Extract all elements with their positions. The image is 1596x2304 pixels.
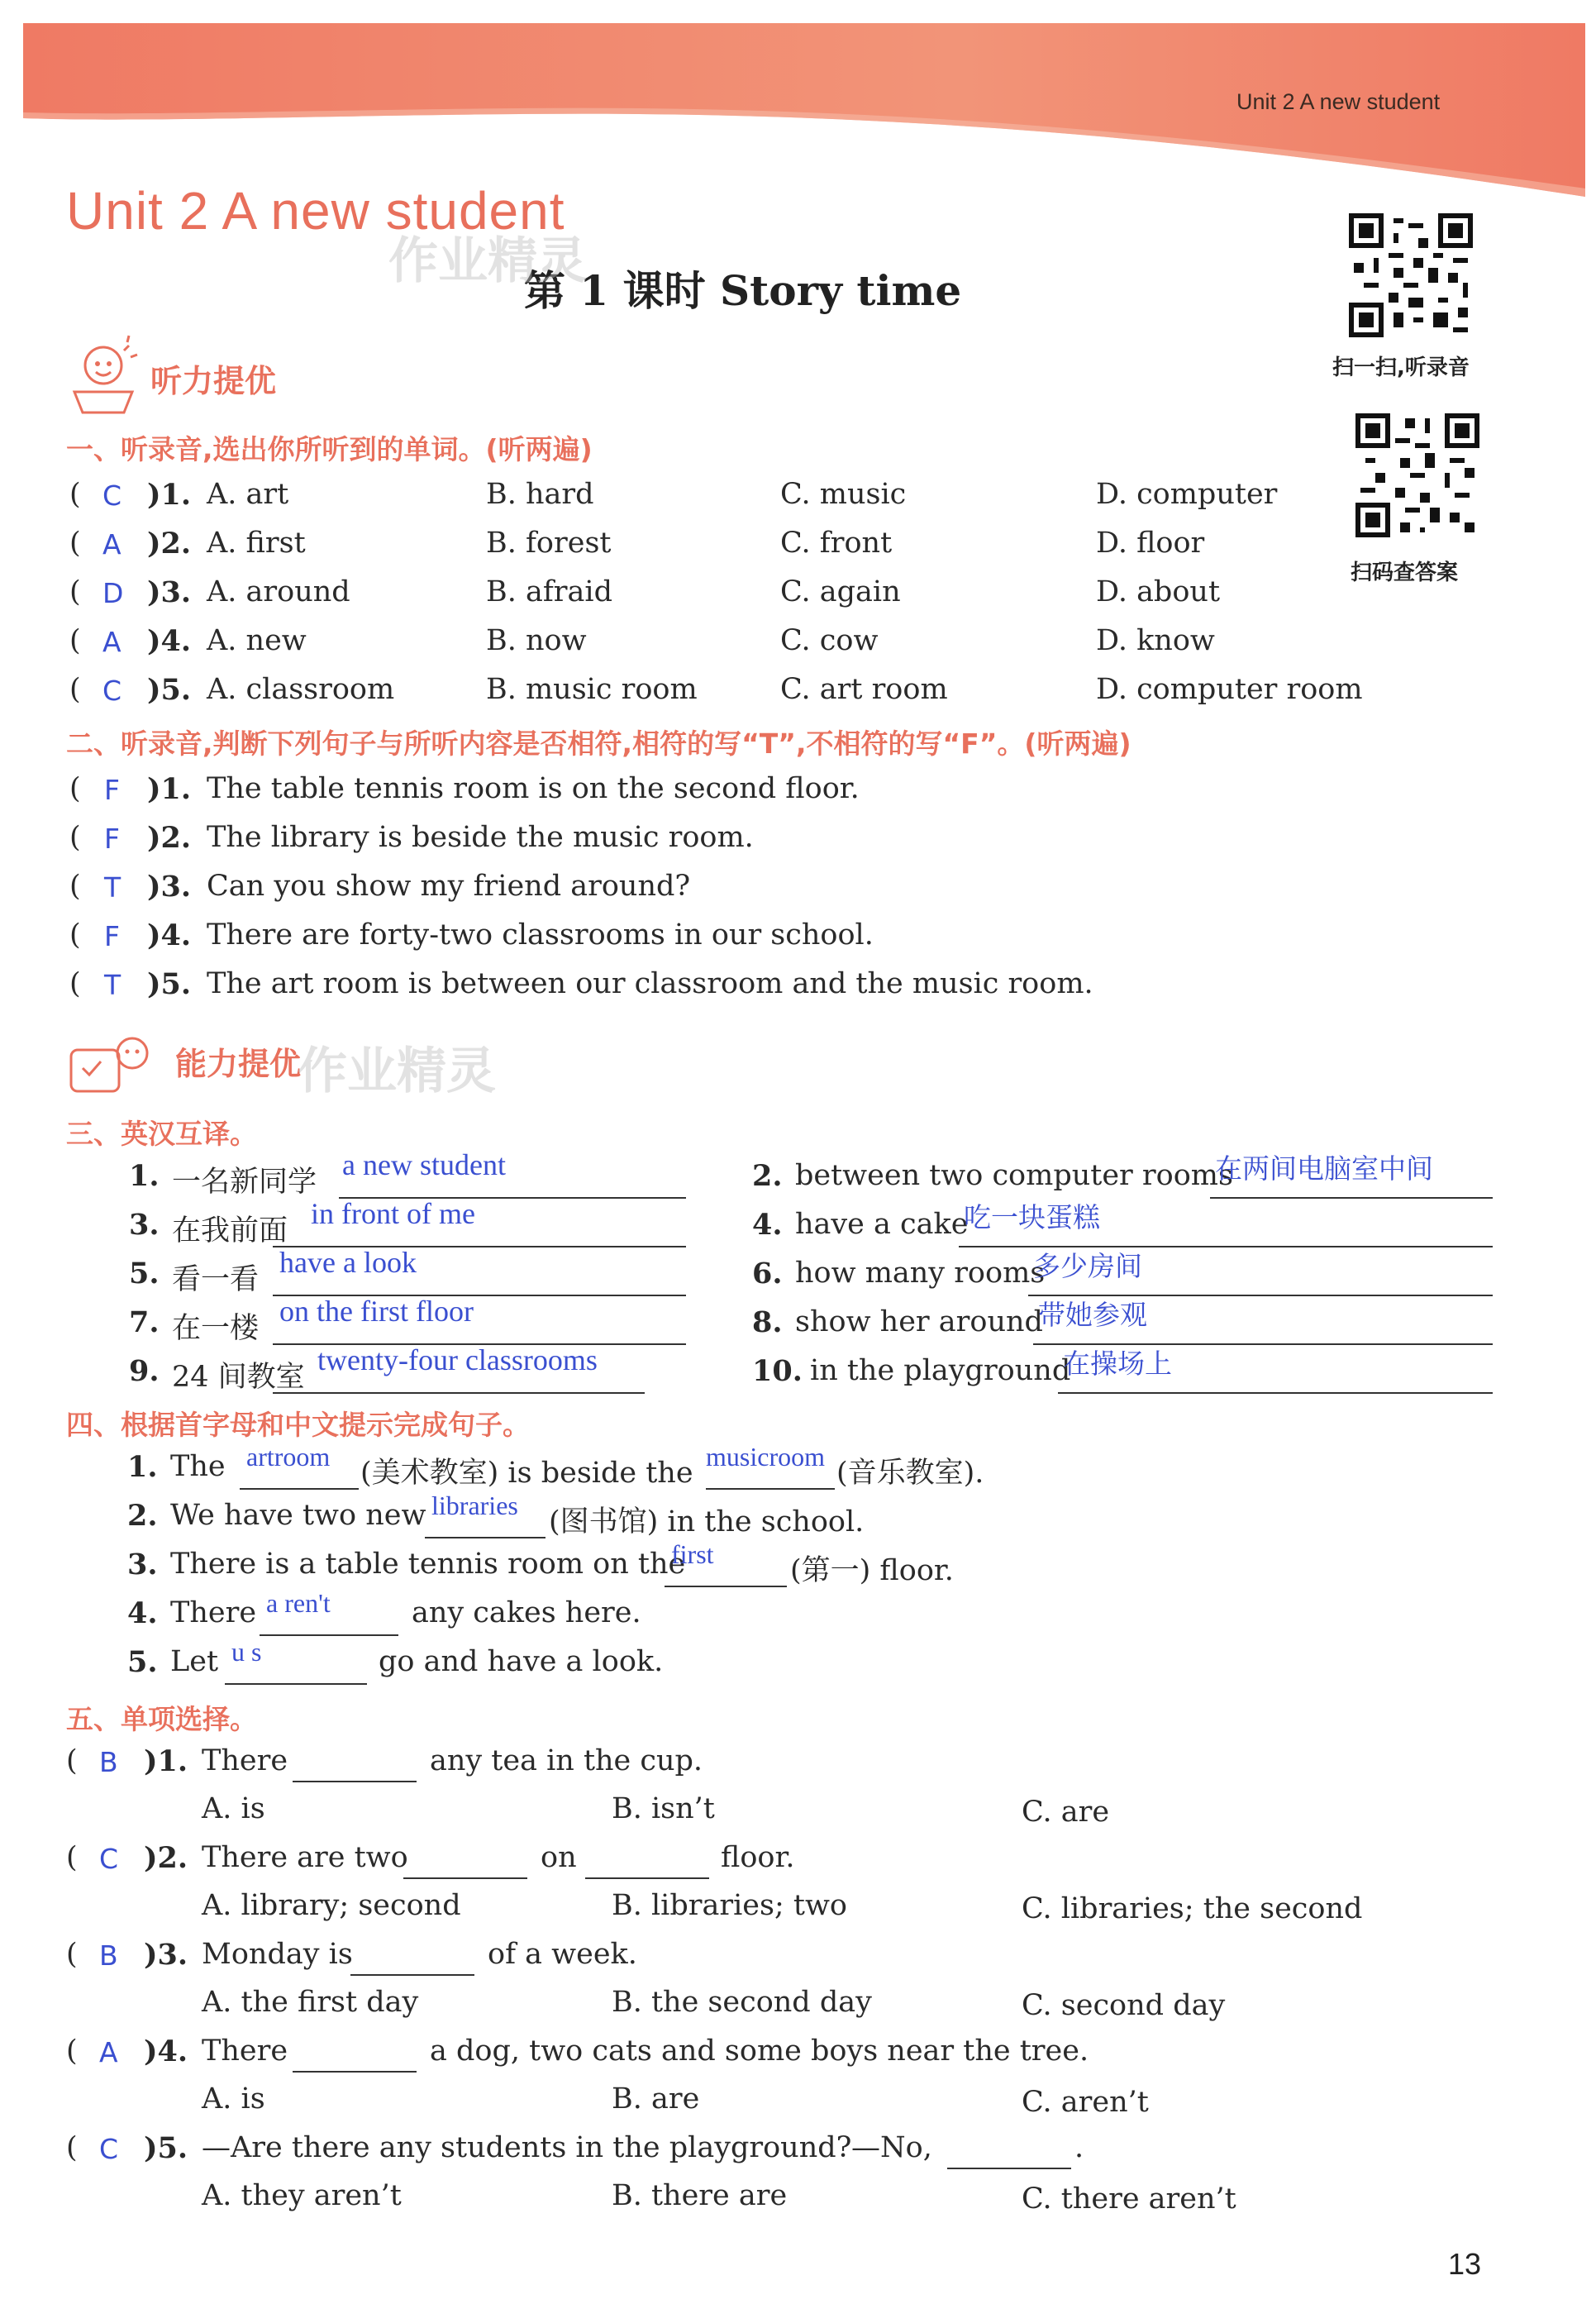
- sentence-part: (图书馆) in the school.: [549, 1505, 865, 1538]
- question-text: any tea in the cup.: [430, 1744, 703, 1777]
- sentence-part: Let: [170, 1645, 219, 1678]
- option-b[interactable]: B. hard: [486, 478, 594, 511]
- item-number: 2.: [752, 1159, 783, 1193]
- qr-answers-caption: 扫码查答案: [1351, 560, 1459, 585]
- question-number: )2.: [147, 527, 192, 560]
- qr-code-listen[interactable]: [1349, 213, 1473, 337]
- answer-letter[interactable]: F: [104, 823, 120, 855]
- handwritten-answer[interactable]: first: [671, 1539, 714, 1569]
- answer-blank[interactable]: [273, 1392, 645, 1394]
- listening-section-title: 听力提优: [150, 363, 277, 399]
- option-c[interactable]: C. aren’t: [1022, 2086, 1149, 2119]
- item-number: 3.: [129, 1208, 160, 1242]
- handwritten-answer[interactable]: u s: [231, 1637, 262, 1667]
- answer-blank[interactable]: [293, 1781, 417, 1782]
- answer-paren-open: (: [66, 1841, 78, 1874]
- handwritten-answer[interactable]: 带她参观: [1038, 1299, 1147, 1331]
- answer-blank[interactable]: [260, 1634, 398, 1636]
- item-number: 5.: [129, 1257, 160, 1290]
- sentence-part: any cakes here.: [412, 1596, 641, 1629]
- question-text: .: [1074, 2131, 1084, 2164]
- answer-letter[interactable]: F: [104, 920, 120, 952]
- answer-blank[interactable]: [1058, 1392, 1493, 1394]
- question-text: Monday is: [202, 1938, 353, 1971]
- answer-blank[interactable]: [293, 2071, 417, 2073]
- item-number: 1.: [127, 1450, 158, 1484]
- answer-blank[interactable]: [403, 1877, 527, 1879]
- option-c[interactable]: C. cow: [780, 624, 879, 657]
- sentence-part: There is a table tennis room on the: [170, 1548, 686, 1581]
- answer-paren-open: (: [66, 1938, 78, 1971]
- answer-letter[interactable]: C: [99, 2133, 119, 2165]
- option-d[interactable]: D. computer: [1096, 478, 1278, 511]
- question-number: )2.: [144, 1841, 188, 1875]
- handwritten-answer[interactable]: artroom: [246, 1442, 331, 1472]
- option-b[interactable]: B. there are: [612, 2179, 788, 2212]
- unit-title: Unit 2 A new student: [66, 181, 565, 241]
- question-number: )5.: [147, 673, 192, 707]
- handwritten-answer[interactable]: twenty-four classrooms: [317, 1343, 598, 1376]
- handwritten-answer[interactable]: have a look: [279, 1246, 417, 1279]
- option-c[interactable]: C. are: [1022, 1796, 1110, 1829]
- question-text: There: [202, 1744, 288, 1777]
- option-b[interactable]: B. afraid: [486, 575, 612, 608]
- part1-heading: 一、听录音,选出你所听到的单词。(听两遍): [66, 433, 593, 465]
- question-text: —No,: [851, 2131, 932, 2164]
- option-b[interactable]: B. music room: [486, 673, 698, 706]
- answer-paren-open: (: [66, 2131, 78, 2164]
- watermark: 作业精灵: [388, 232, 587, 290]
- answer-blank[interactable]: [947, 2168, 1071, 2169]
- option-a[interactable]: A. is: [202, 2082, 265, 2116]
- option-a[interactable]: A. is: [202, 1792, 265, 1825]
- answer-blank[interactable]: [585, 1877, 709, 1879]
- option-a[interactable]: A. library; second: [202, 1889, 461, 1922]
- sentence-part: We have two new: [170, 1499, 426, 1532]
- item-number: 5.: [127, 1645, 158, 1679]
- option-d[interactable]: D. floor: [1096, 527, 1205, 560]
- handwritten-answer[interactable]: a new student: [342, 1148, 506, 1181]
- question-number: )3.: [144, 1938, 188, 1972]
- option-a[interactable]: A. they aren’t: [202, 2179, 402, 2212]
- part2-heading: 二、听录音,判断下列句子与所听内容是否相符,相符的写“T”,不相符的写“F”。(听两遍): [66, 727, 1131, 760]
- item-number: 4.: [752, 1208, 783, 1242]
- qr-listen-caption: 扫一扫,听录音: [1332, 355, 1470, 380]
- option-d[interactable]: D. know: [1096, 624, 1215, 657]
- question-number: )1.: [147, 478, 192, 512]
- item-number: 7.: [129, 1305, 160, 1339]
- option-a[interactable]: A. classroom: [207, 673, 395, 706]
- answer-letter[interactable]: A: [102, 626, 121, 658]
- answer-letter[interactable]: T: [104, 871, 121, 904]
- part5-heading: 五、单项选择。: [66, 1703, 257, 1735]
- handwritten-answer[interactable]: 在两间电脑室中间: [1215, 1152, 1433, 1185]
- handwritten-answer[interactable]: libraries: [431, 1491, 518, 1520]
- option-c[interactable]: C. art room: [780, 673, 948, 706]
- answer-paren-open: (: [69, 918, 81, 952]
- watermark-2: 作业精灵: [298, 1042, 496, 1100]
- answer-paren-open: (: [69, 478, 81, 511]
- option-b[interactable]: B. isn’t: [612, 1792, 715, 1825]
- question-text: floor.: [721, 1841, 795, 1874]
- item-prompt: how many rooms: [795, 1257, 1046, 1290]
- statement-text: The library is beside the music room.: [207, 821, 754, 854]
- answer-paren-open: (: [69, 870, 81, 903]
- answer-letter[interactable]: C: [99, 1843, 119, 1875]
- answer-paren-open: (: [66, 2034, 78, 2068]
- question-text: of a week.: [488, 1938, 637, 1971]
- statement-text: There are forty-two classrooms in our school.: [207, 918, 874, 952]
- part4-heading: 四、根据首字母和中文提示完成句子。: [66, 1409, 530, 1441]
- item-prompt: between two computer rooms: [795, 1159, 1233, 1192]
- answer-paren-open: (: [69, 821, 81, 854]
- option-c[interactable]: C. libraries; the second: [1022, 1892, 1363, 1925]
- handwritten-answer[interactable]: a ren't: [266, 1588, 331, 1618]
- question-number: )4.: [147, 624, 192, 658]
- item-number: 8.: [752, 1305, 783, 1339]
- answer-letter[interactable]: F: [104, 774, 120, 806]
- option-a[interactable]: A. new: [207, 624, 307, 657]
- handwritten-answer[interactable]: 在操场上: [1063, 1348, 1172, 1380]
- statement-text: The table tennis room is on the second floor.: [207, 772, 860, 805]
- option-b[interactable]: B. the second day: [612, 1986, 872, 2019]
- item-prompt: have a cake: [795, 1208, 969, 1241]
- answer-letter[interactable]: B: [99, 1746, 118, 1778]
- answer-paren-open: (: [66, 1744, 78, 1777]
- sentence-part: go and have a look.: [379, 1645, 664, 1678]
- answer-letter[interactable]: A: [102, 528, 121, 560]
- item-number: 10.: [752, 1354, 803, 1388]
- option-c[interactable]: C. music: [780, 478, 907, 511]
- handwritten-answer[interactable]: 多少房间: [1033, 1250, 1142, 1282]
- sentence-part: (美术教室) is beside the: [360, 1457, 693, 1490]
- question-text: There: [202, 2034, 288, 2068]
- handwritten-answer[interactable]: musicroom: [706, 1442, 825, 1472]
- answer-blank[interactable]: [665, 1586, 787, 1587]
- answer-paren-open: (: [69, 624, 81, 657]
- answer-blank[interactable]: [1210, 1197, 1493, 1199]
- item-prompt: in the playground: [810, 1354, 1071, 1387]
- answer-letter[interactable]: D: [102, 577, 124, 609]
- handwritten-answer[interactable]: on the first floor: [279, 1295, 474, 1328]
- answer-blank[interactable]: [350, 1974, 474, 1976]
- handwritten-answer[interactable]: 吃一块蛋糕: [964, 1201, 1100, 1233]
- question-number: )3.: [147, 870, 192, 904]
- answer-blank[interactable]: [240, 1488, 359, 1490]
- question-number: )1.: [144, 1744, 188, 1778]
- answer-paren-open: (: [69, 575, 81, 608]
- question-number: )1.: [147, 772, 192, 806]
- answer-blank[interactable]: [706, 1488, 835, 1490]
- option-c[interactable]: C. second day: [1022, 1989, 1226, 2022]
- option-b[interactable]: B. are: [612, 2082, 700, 2116]
- item-prompt: 一名新同学: [172, 1166, 317, 1199]
- answer-letter[interactable]: T: [104, 969, 121, 1001]
- sentence-part: There: [170, 1596, 257, 1629]
- answer-letter[interactable]: B: [99, 1939, 118, 1972]
- answer-letter[interactable]: C: [102, 675, 122, 707]
- part3-heading: 三、英汉互译。: [66, 1118, 257, 1150]
- option-a[interactable]: A. first: [207, 527, 306, 560]
- lesson-title: 第 1 课时 Story time: [524, 266, 962, 315]
- option-d[interactable]: D. about: [1096, 575, 1221, 608]
- question-number: )3.: [147, 575, 192, 609]
- option-c[interactable]: C. again: [780, 575, 901, 608]
- option-b[interactable]: B. forest: [486, 527, 612, 560]
- option-b[interactable]: B. libraries; two: [612, 1889, 847, 1922]
- qr-code-answers[interactable]: [1355, 413, 1479, 537]
- question-text: a dog, two cats and some boys near the tree.: [430, 2034, 1089, 2068]
- page-number: 13: [1448, 2247, 1482, 2281]
- answer-paren-open: (: [69, 967, 81, 1000]
- ability-section-title: 能力提优: [175, 1046, 302, 1082]
- item-number: 6.: [752, 1257, 783, 1290]
- answer-blank[interactable]: [425, 1537, 545, 1538]
- question-text: There are two: [202, 1841, 408, 1874]
- item-number: 1.: [129, 1159, 160, 1193]
- item-number: 4.: [127, 1596, 158, 1630]
- option-a[interactable]: A. the first day: [202, 1986, 419, 2019]
- answer-letter[interactable]: C: [102, 479, 122, 512]
- option-a[interactable]: A. around: [207, 575, 350, 608]
- answer-blank[interactable]: [225, 1683, 367, 1685]
- question-text: —Are there any students in the playground?: [202, 2131, 852, 2164]
- item-prompt: 24 间教室: [172, 1361, 305, 1394]
- listening-mascot-icon: [66, 334, 149, 417]
- answer-paren-open: (: [69, 772, 81, 805]
- option-d[interactable]: D. computer room: [1096, 673, 1363, 706]
- item-number: 2.: [127, 1499, 158, 1533]
- sentence-part: The: [170, 1450, 226, 1483]
- item-prompt: 在我前面: [172, 1214, 288, 1247]
- sentence-part: (第一) floor.: [790, 1554, 954, 1587]
- item-prompt: show her around: [795, 1305, 1043, 1338]
- question-text: on: [541, 1841, 577, 1874]
- question-number: )5.: [147, 967, 192, 1001]
- option-b[interactable]: B. now: [486, 624, 587, 657]
- handwritten-answer[interactable]: in front of me: [311, 1197, 475, 1230]
- running-title: Unit 2 A new student: [1236, 89, 1441, 114]
- item-prompt: 看一看: [172, 1263, 260, 1296]
- question-number: )2.: [147, 821, 192, 855]
- answer-letter[interactable]: A: [99, 2036, 118, 2068]
- answer-paren-open: (: [69, 527, 81, 560]
- answer-paren-open: (: [69, 673, 81, 706]
- option-c[interactable]: C. front: [780, 527, 893, 560]
- ability-mascot-icon: [66, 1032, 165, 1098]
- option-c[interactable]: C. there aren’t: [1022, 2182, 1236, 2216]
- item-number: 9.: [129, 1354, 160, 1388]
- sentence-part: (音乐教室).: [836, 1457, 984, 1490]
- question-number: )4.: [147, 918, 192, 952]
- statement-text: Can you show my friend around?: [207, 870, 691, 903]
- question-number: )5.: [144, 2131, 188, 2165]
- option-a[interactable]: A. art: [207, 478, 289, 511]
- item-prompt: 在一楼: [172, 1312, 260, 1345]
- statement-text: The art room is between our classroom and the music room.: [207, 967, 1093, 1000]
- item-number: 3.: [127, 1548, 158, 1581]
- question-number: )4.: [144, 2034, 188, 2068]
